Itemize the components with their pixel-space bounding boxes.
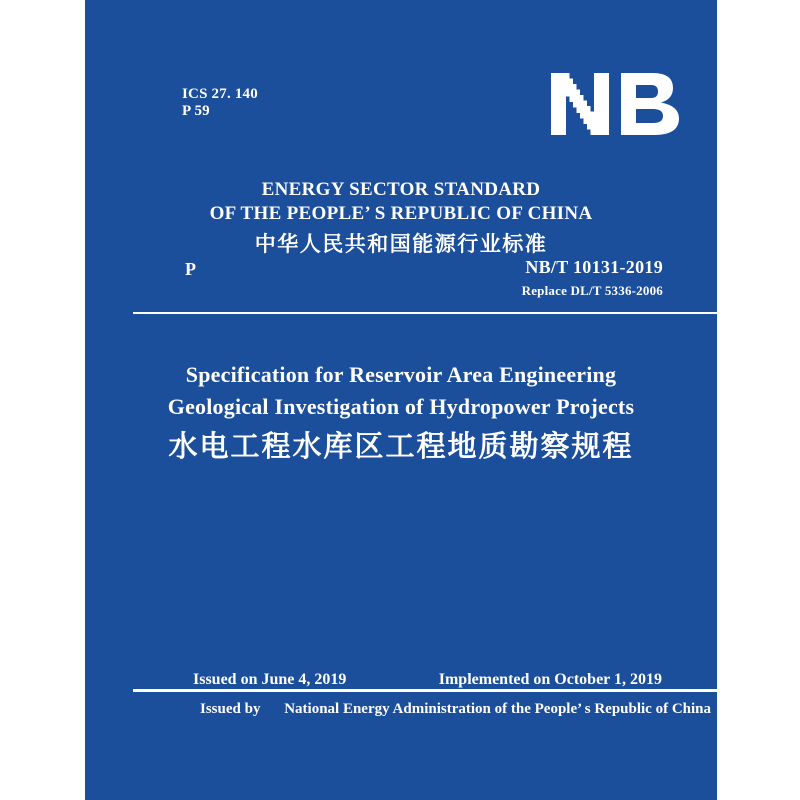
title-zh: 水电工程水库区工程地质勘察规程 (168, 431, 634, 463)
standard-type-zh: 中华人民共和国能源行业标准 (254, 233, 548, 256)
title-en-line1: Specification for Reservoir Area Engineering (185, 362, 617, 387)
standard-number-block (522, 257, 663, 299)
issued-by-label: Issued by (200, 701, 261, 717)
divider-top (133, 312, 717, 314)
divider-bottom (133, 689, 717, 692)
title-en-line2: Geological Investigation of Hydropower Projects (167, 394, 635, 419)
implemented-date: Implemented on October 1, 2019 (438, 671, 662, 688)
issuing-authority: National Energy Administration of the People’ s Republic of China (284, 701, 712, 717)
standard-type-en-line2: OF THE PEOPLE’ S REPUBLIC OF CHINA (209, 203, 593, 224)
standard-type-en-line1: ENERGY SECTOR STANDARD (261, 179, 541, 200)
nb-logo (550, 73, 680, 135)
standard-number: NB/T 10131-2019 (525, 257, 663, 277)
ics-block (182, 86, 258, 120)
doc-class-letter: P (185, 259, 196, 279)
standard-cover (85, 0, 717, 800)
issued-date: Issued on June 4, 2019 (193, 671, 347, 688)
replaces-note: Replace DL/T 5336-2006 (521, 283, 663, 298)
issued-by-row (200, 701, 711, 718)
classification-code: P 59 (182, 103, 210, 119)
ics-code: ICS 27. 140 (182, 86, 258, 102)
